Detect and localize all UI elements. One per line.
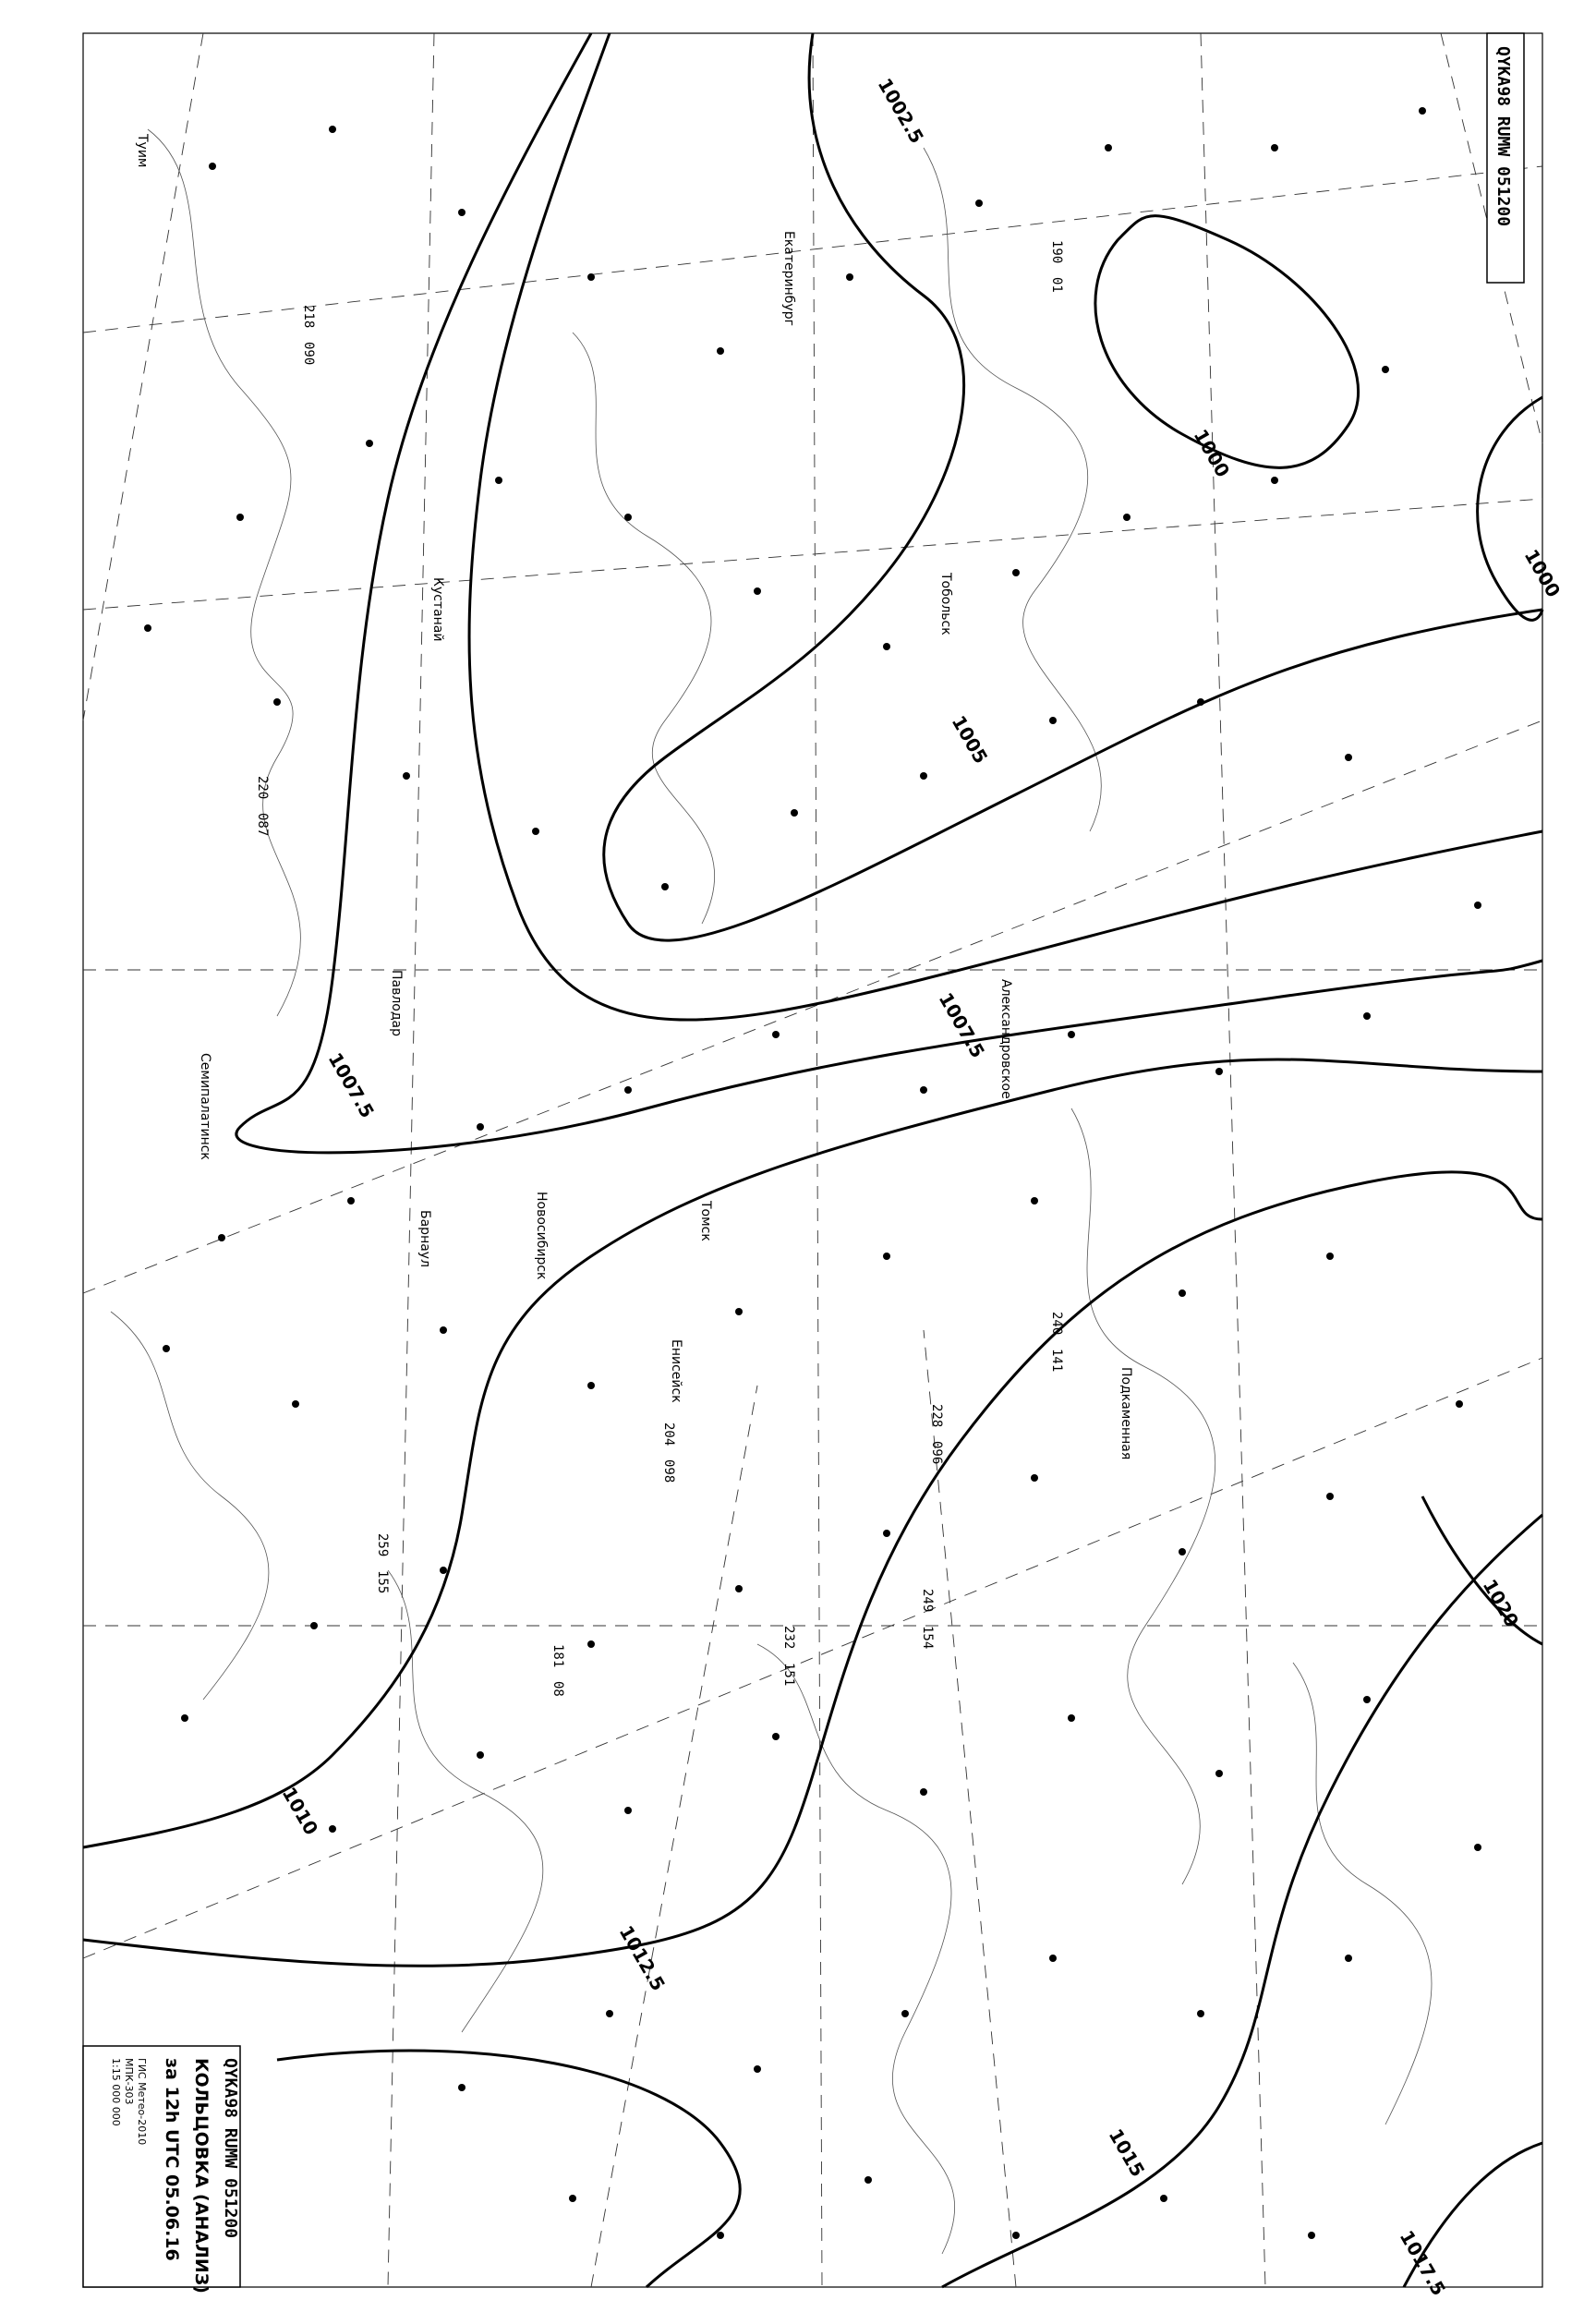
station-marker — [735, 1308, 743, 1315]
station-marker — [495, 477, 502, 484]
station-marker — [1012, 2232, 1020, 2239]
station-pressure: 240 — [1049, 1312, 1064, 1336]
station-marker — [273, 698, 281, 706]
station-marker — [1105, 144, 1112, 151]
station-marker — [1215, 1770, 1223, 1777]
station-marker — [975, 200, 983, 207]
station-marker — [532, 828, 539, 835]
footer-title: QYKA98 RUMW 051200 — [221, 2058, 240, 2239]
city-label: Александровское — [998, 979, 1013, 1099]
isobar-label: 1020 — [1478, 1575, 1524, 1631]
isobar-label: 1012.5 — [614, 1921, 671, 1995]
station-marker — [1049, 1955, 1057, 1962]
isobar-label: 1002.5 — [873, 74, 929, 148]
station-pressure: 232 — [781, 1626, 796, 1650]
station-marker — [458, 2084, 466, 2091]
station-marker — [1326, 1253, 1334, 1260]
footer-box-frame — [83, 2046, 240, 2287]
station-marker — [181, 1714, 188, 1722]
city-label: Семипалатинск — [198, 1053, 212, 1160]
station-marker — [754, 2065, 761, 2073]
city-label: Новосибирск — [534, 1192, 549, 1280]
station-marker — [717, 2232, 724, 2239]
station-marker — [624, 1086, 632, 1094]
station-marker — [292, 1400, 299, 1408]
station-marker — [1215, 1068, 1223, 1075]
station-value: 155 — [375, 1570, 390, 1594]
station-marker — [1345, 1955, 1352, 1962]
station-value: 08 — [550, 1681, 565, 1697]
station-marker — [1271, 144, 1278, 151]
station-marker — [310, 1622, 318, 1629]
station-marker — [1308, 2232, 1315, 2239]
station-marker — [1456, 1400, 1463, 1408]
station-marker — [1031, 1474, 1038, 1482]
station-pressure: 228 — [929, 1404, 944, 1428]
station-marker — [1474, 902, 1481, 909]
station-marker — [218, 1234, 225, 1241]
station-marker — [920, 1788, 927, 1796]
station-pressure: 204 — [661, 1422, 676, 1447]
station-value: 087 — [255, 813, 270, 837]
station-value: 096 — [929, 1441, 944, 1465]
city-label: Тобольск — [938, 573, 953, 636]
isobar-label: 1015 — [1104, 2124, 1150, 2181]
station-pressure: 259 — [375, 1533, 390, 1557]
station-marker — [661, 883, 669, 890]
station-marker — [772, 1733, 780, 1740]
station-marker — [1326, 1493, 1334, 1500]
station-marker — [735, 1585, 743, 1592]
station-marker — [1474, 1844, 1481, 1851]
city-label: Барнаул — [417, 1210, 432, 1268]
station-marker — [772, 1031, 780, 1038]
station-marker — [163, 1345, 170, 1352]
station-marker — [1271, 477, 1278, 484]
isobar-label: 1010 — [277, 1783, 323, 1839]
station-marker — [717, 347, 724, 355]
station-marker — [347, 1197, 355, 1204]
station-marker — [477, 1751, 484, 1759]
footer-credit: ГИС Метео-2010 — [136, 2058, 148, 2146]
city-label: Павлодар — [389, 970, 404, 1037]
station-marker — [236, 514, 244, 521]
station-value: 01 — [1049, 277, 1064, 293]
station-marker — [901, 2010, 909, 2017]
isobar-label: 1000 — [1519, 545, 1566, 601]
city-label: Томск — [698, 1201, 713, 1241]
station-marker — [329, 126, 336, 133]
station-marker — [209, 163, 216, 170]
station-marker — [606, 2010, 613, 2017]
footer-credit: 1:15 000 000 — [110, 2058, 122, 2126]
header-box — [1487, 33, 1524, 283]
station-marker — [329, 1825, 336, 1833]
station-marker — [864, 2176, 872, 2184]
station-marker — [403, 772, 410, 780]
station-marker — [1345, 754, 1352, 761]
station-marker — [883, 1530, 890, 1537]
station-marker — [1068, 1031, 1075, 1038]
footer-credit: МПК-303 — [123, 2058, 135, 2105]
station-marker — [1197, 2010, 1204, 2017]
isobar-label: 1007.5 — [323, 1048, 380, 1122]
footer-subtitle: КОЛЬЦОВКА (АНАЛИЗ) — [191, 2058, 212, 2294]
station-pressure: 220 — [255, 776, 270, 800]
station-marker — [791, 809, 798, 817]
isobar-label: 1007.5 — [934, 988, 990, 1062]
station-marker — [1179, 1548, 1186, 1556]
station-marker — [1179, 1289, 1186, 1297]
station-marker — [440, 1326, 447, 1334]
station-marker — [587, 1640, 595, 1648]
station-marker — [144, 624, 151, 632]
city-label: Екатеринбург — [781, 231, 796, 326]
station-value: 151 — [781, 1663, 796, 1687]
station-marker — [920, 1086, 927, 1094]
station-marker — [624, 1807, 632, 1814]
station-marker — [883, 1253, 890, 1260]
station-pressure: 249 — [920, 1589, 935, 1613]
station-marker — [1012, 569, 1020, 576]
station-marker — [1123, 514, 1130, 521]
station-value: 090 — [301, 342, 316, 366]
station-value: 098 — [661, 1459, 676, 1483]
station-marker — [624, 514, 632, 521]
city-label: Кустанай — [430, 577, 445, 642]
station-marker — [366, 440, 373, 447]
station-marker — [569, 2195, 576, 2202]
isobar-label: 1017.5 — [1395, 2226, 1451, 2300]
station-marker — [440, 1567, 447, 1574]
station-marker — [587, 273, 595, 281]
station-marker — [1419, 107, 1426, 115]
station-pressure: 181 — [550, 1644, 565, 1668]
city-label: Туим — [135, 134, 150, 168]
station-marker — [1197, 698, 1204, 706]
station-marker — [1031, 1197, 1038, 1204]
station-marker — [920, 772, 927, 780]
station-marker — [1068, 1714, 1075, 1722]
station-pressure: 190 — [1049, 240, 1064, 264]
footer-time: за 12h UTC 05.06.16 — [162, 2058, 182, 2261]
city-label: Подкаменная — [1118, 1367, 1133, 1460]
station-marker — [477, 1123, 484, 1131]
station-pressure: 218 — [301, 305, 316, 329]
station-marker — [754, 587, 761, 595]
station-marker — [1382, 366, 1389, 373]
station-value: 141 — [1049, 1349, 1064, 1373]
station-marker — [458, 209, 466, 216]
city-label: Енисейск — [669, 1339, 683, 1403]
station-marker — [587, 1382, 595, 1389]
station-marker — [1363, 1012, 1371, 1020]
isobar-label: 1005 — [947, 711, 993, 768]
isobar-label: 1000 — [1189, 425, 1235, 481]
station-marker — [1160, 2195, 1167, 2202]
station-marker — [846, 273, 853, 281]
header-title: QYKA98 RUMW 051200 — [1493, 46, 1513, 227]
footer-box — [83, 2046, 240, 2294]
station-marker — [1049, 717, 1057, 724]
station-value: 154 — [920, 1626, 935, 1650]
station-marker — [883, 643, 890, 650]
station-marker — [1363, 1696, 1371, 1703]
